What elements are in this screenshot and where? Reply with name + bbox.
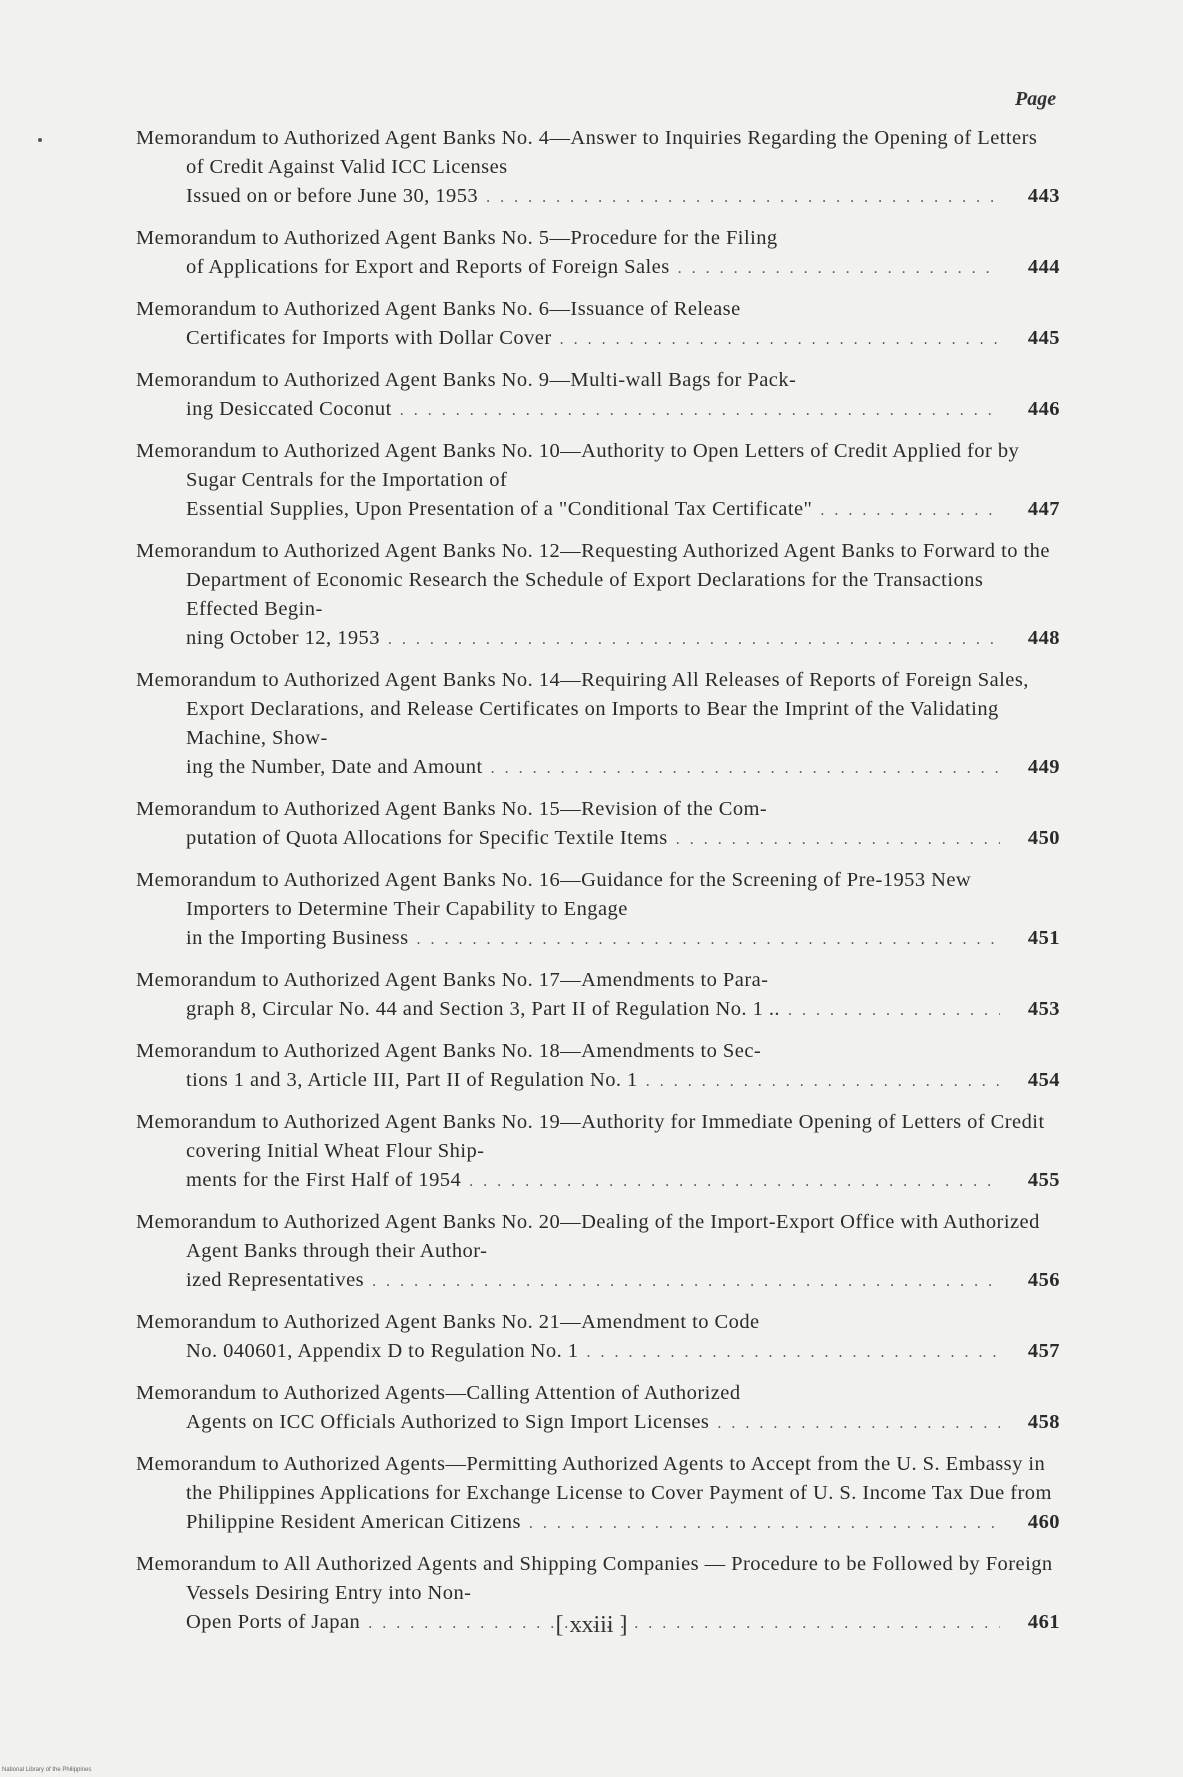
toc-entry	[136, 537, 1060, 654]
entry-page-number: 443	[1027, 185, 1060, 207]
entry-last-line	[136, 753, 1060, 783]
dot-leader	[417, 925, 1000, 954]
toc-entry	[136, 1208, 1060, 1296]
toc-entry	[136, 437, 1060, 525]
toc-entry	[136, 795, 1060, 854]
toc-entry	[136, 366, 1060, 425]
entry-last-text: ized Representatives	[186, 1269, 365, 1291]
entry-last-line	[136, 495, 1060, 525]
toc-entry	[136, 1108, 1060, 1196]
entry-page-number: 453	[1027, 998, 1060, 1020]
entry-page-number: 456	[1027, 1269, 1060, 1291]
entry-title: Memorandum to Authorized Agent Banks No. 18—Amendments to Sec-	[136, 1040, 762, 1062]
footer-page-number: [ xxiii ]	[555, 1612, 628, 1638]
toc-entry	[136, 295, 1060, 354]
entry-page-number: 446	[1027, 398, 1060, 420]
entry-last-text: Open Ports of Japan	[186, 1611, 361, 1633]
toc-entry	[136, 1379, 1060, 1438]
toc-entry	[136, 1037, 1060, 1096]
entry-last-line	[136, 324, 1060, 354]
entry-last-text: in the Importing Business	[186, 927, 409, 949]
entry-last-text: No. 040601, Appendix D to Regulation No. 1	[186, 1340, 579, 1362]
entry-last-text: ments for the First Half of 1954	[186, 1169, 462, 1191]
entry-last-text: ing Desiccated Coconut	[186, 398, 392, 420]
dot-leader	[788, 996, 1000, 1025]
dot-leader	[486, 183, 1000, 212]
dot-leader	[469, 1167, 1000, 1196]
entry-page-number: 448	[1027, 627, 1060, 649]
entry-title: Memorandum to Authorized Agent Banks No. 16—Guidance for the Screening of Pre-1953 New Importers to Determine Their Capability to Engage	[136, 869, 972, 920]
entry-last-text: Agents on ICC Officials Authorized to Sign Import Licenses	[186, 1411, 710, 1433]
entry-page-number: 447	[1027, 498, 1060, 520]
dot-leader	[560, 325, 1000, 354]
bullet-mark	[38, 138, 42, 142]
entry-last-line	[136, 824, 1060, 854]
entry-page-number: 455	[1027, 1169, 1060, 1191]
entry-last-text: putation of Quota Allocations for Specific Textile Items	[186, 827, 668, 849]
entry-page-number: 460	[1027, 1511, 1060, 1533]
dot-leader	[400, 396, 1000, 425]
table-of-contents	[136, 124, 1060, 1650]
entry-page-number: 454	[1027, 1069, 1060, 1091]
entry-last-text: graph 8, Circular No. 44 and Section 3, Part II of Regulation No. 1 ..	[186, 998, 780, 1020]
entry-title: Memorandum to Authorized Agent Banks No. 15—Revision of the Com-	[136, 798, 768, 820]
entry-title: Memorandum to Authorized Agent Banks No. 10—Authority to Open Letters of Credit Applied for by Sugar Centrals for the Importation of	[136, 440, 1020, 491]
toc-entry	[136, 224, 1060, 283]
page-column-header: Page	[1015, 88, 1057, 110]
dot-leader	[372, 1267, 1000, 1296]
entry-title: Memorandum to Authorized Agent Banks No. 6—Issuance of Release	[136, 298, 741, 320]
entry-last-line	[136, 1337, 1060, 1367]
entry-last-text: Issued on or before June 30, 1953	[186, 185, 479, 207]
entry-last-line	[136, 1066, 1060, 1096]
toc-entry	[136, 866, 1060, 954]
dot-leader	[388, 625, 1000, 654]
entry-page-number: 461	[1027, 1611, 1060, 1633]
entry-last-line	[136, 1266, 1060, 1296]
entry-last-line	[136, 253, 1060, 283]
entry-last-line	[136, 995, 1060, 1025]
dot-leader	[646, 1067, 1000, 1096]
toc-entry	[136, 1308, 1060, 1367]
entry-title: Memorandum to All Authorized Agents and Shipping Companies — Procedure to be Followed by Foreign Vessels Desiring Entry into Non-	[136, 1553, 1053, 1604]
entry-page-number: 450	[1027, 827, 1060, 849]
entry-last-text: Essential Supplies, Upon Presentation of a "Conditional Tax Certificate"	[186, 498, 813, 520]
dot-leader	[491, 754, 1000, 783]
dot-leader	[529, 1509, 1000, 1538]
toc-entry	[136, 124, 1060, 212]
entry-page-number: 457	[1027, 1340, 1060, 1362]
entry-title: Memorandum to Authorized Agent Banks No. 9—Multi-wall Bags for Pack-	[136, 369, 797, 391]
entry-last-text: Philippine Resident American Citizens	[186, 1511, 521, 1533]
entry-last-text: of Applications for Export and Reports of Foreign Sales	[186, 256, 670, 278]
entry-last-text: tions 1 and 3, Article III, Part II of Regulation No. 1	[186, 1069, 638, 1091]
entry-last-line	[136, 924, 1060, 954]
entry-page-number: 458	[1027, 1411, 1060, 1433]
entry-title: Memorandum to Authorized Agent Banks No. 17—Amendments to Para-	[136, 969, 769, 991]
entry-title: Memorandum to Authorized Agents—Permitting Authorized Agents to Accept from the U. S. Embassy in the Philippines Applications for Exchange License to Cover Payment of U. S. Income Tax Due from	[136, 1453, 1052, 1504]
toc-entry	[136, 666, 1060, 783]
dot-leader	[586, 1338, 1000, 1367]
entry-title: Memorandum to Authorized Agents—Calling Attention of Authorized	[136, 1382, 741, 1404]
entry-title: Memorandum to Authorized Agent Banks No. 4—Answer to Inquiries Regarding the Opening of Letters of Credit Against Valid ICC Licenses	[136, 127, 1038, 178]
dot-leader	[717, 1409, 1000, 1438]
dot-leader	[676, 825, 1000, 854]
entry-title: Memorandum to Authorized Agent Banks No. 20—Dealing of the Import-Export Office with Authorized Agent Banks through their Author-	[136, 1211, 1040, 1262]
entry-last-line	[136, 395, 1060, 425]
entry-page-number: 449	[1027, 756, 1060, 778]
dot-leader	[678, 254, 1000, 283]
entry-title: Memorandum to Authorized Agent Banks No. 14—Requiring All Releases of Reports of Foreign Sales, Export Declarations, and Release Certificates on Imports to Bear the Imprint of the Validating Machine, Show-	[136, 669, 1029, 749]
library-watermark: National Library of the Philippines	[2, 1767, 92, 1773]
entry-title: Memorandum to Authorized Agent Banks No. 12—Requesting Authorized Agent Banks to Forward to the Department of Economic Research the Schedule of Export Declarations for the Transactions Effected Begin-	[136, 540, 1050, 620]
toc-entry	[136, 966, 1060, 1025]
entry-page-number: 444	[1027, 256, 1060, 278]
entry-title: Memorandum to Authorized Agent Banks No. 5—Procedure for the Filing	[136, 227, 778, 249]
entry-last-text: ning October 12, 1953	[186, 627, 380, 649]
toc-entry	[136, 1450, 1060, 1538]
entry-last-text: Certificates for Imports with Dollar Cover	[186, 327, 552, 349]
entry-last-line	[136, 1408, 1060, 1438]
entry-title: Memorandum to Authorized Agent Banks No. 21—Amendment to Code	[136, 1311, 760, 1333]
entry-page-number: 451	[1027, 927, 1060, 949]
dot-leader	[820, 496, 1000, 525]
entry-last-line	[136, 182, 1060, 212]
entry-last-line	[136, 1508, 1060, 1538]
entry-page-number: 445	[1027, 327, 1060, 349]
entry-last-line	[136, 624, 1060, 654]
entry-title: Memorandum to Authorized Agent Banks No. 19—Authority for Immediate Opening of Letters of Credit covering Initial Wheat Flour Ship-	[136, 1111, 1045, 1162]
entry-last-line	[136, 1166, 1060, 1196]
entry-last-text: ing the Number, Date and Amount	[186, 756, 483, 778]
